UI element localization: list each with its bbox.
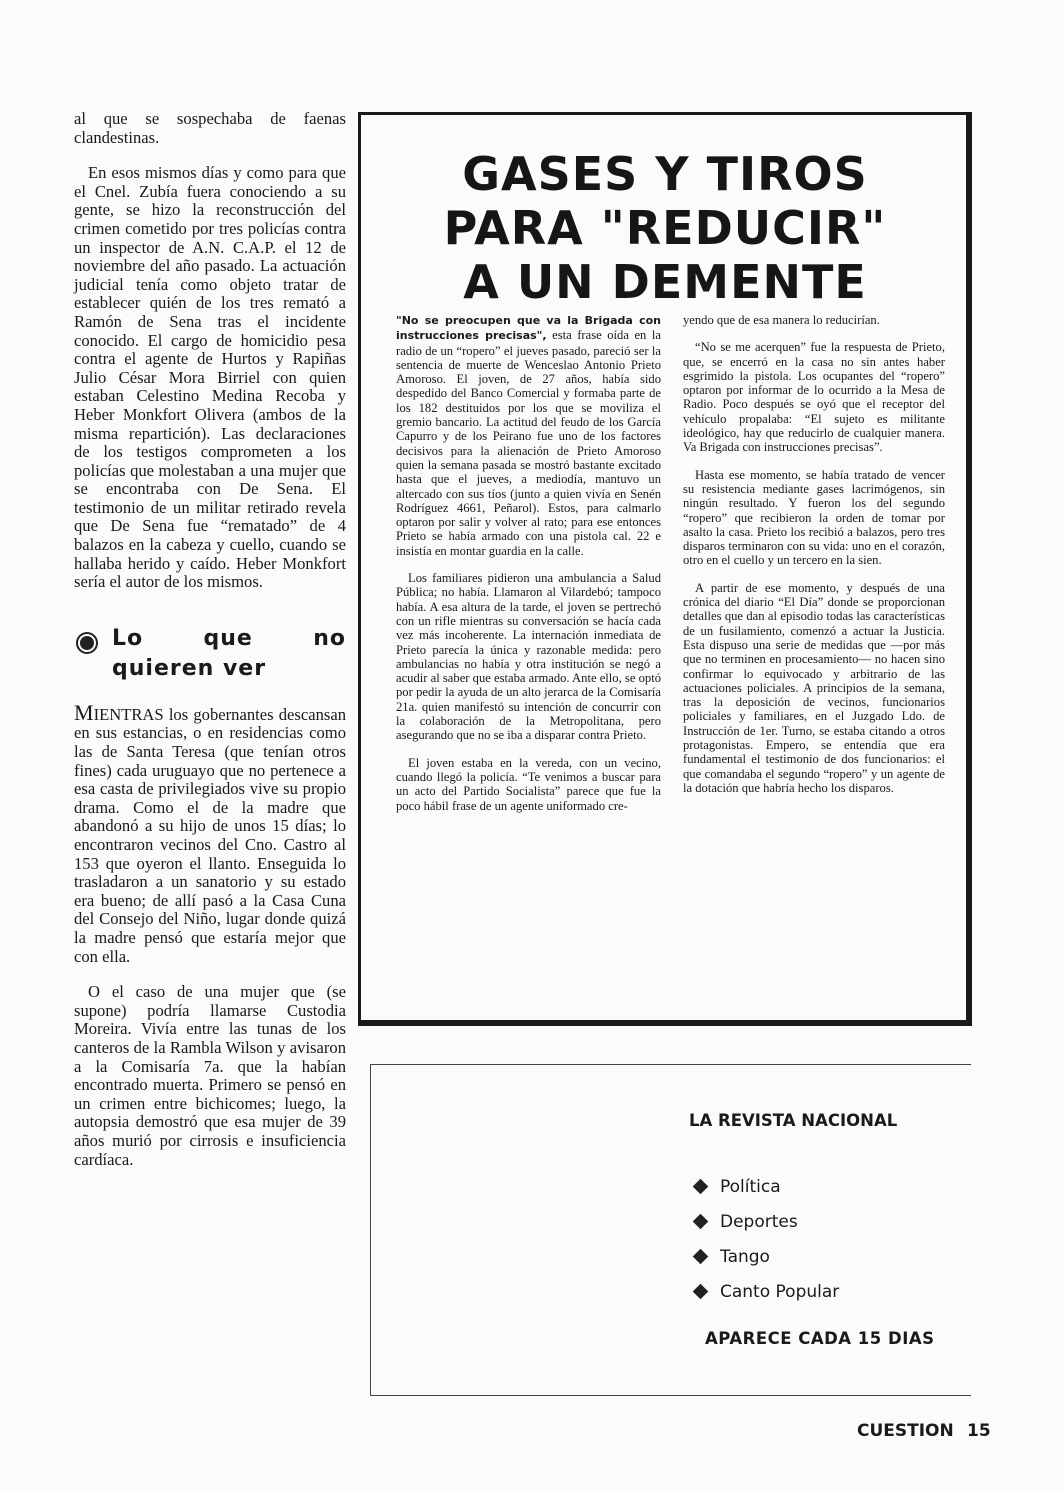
ad-footer: APARECE CADA 15 DIAS [705, 1329, 935, 1348]
ad-item-label: Política [720, 1176, 781, 1197]
diamond-bullet-icon [693, 1179, 709, 1195]
advertisement-box [370, 1064, 971, 1396]
article-lead-quote: "No se preocupen que va la Brigada con instrucciones precisas", [396, 314, 661, 343]
ad-list-item [691, 1169, 839, 1204]
headline-line-1: GASES Y TIROS [462, 147, 868, 201]
page-number: 15 [967, 1421, 991, 1441]
left-column [74, 110, 346, 1186]
left-paragraph-3-text: IENTRAS los gobernantes descansan en sus estancias, o en residencias como las de Santa Teresa (que tenían otros fines) cada uruguayo que no pertenece a esa casta de privilegiados vive su propio drama. Como el de la madre que abandonó a su hijo de unos 15 días; lo encontraron vecinos del Cno. Castro al 153 que oyeron el llanto. Enseguida lo trasladaron a un sanatorio y su estado era bueno; de allí pasó a la Casa Cuna del Consejo del Niño, lugar donde quizá la madre pensó que estaría mejor que con ella. [74, 704, 346, 966]
ad-list-item [691, 1239, 839, 1274]
article-col2-paragraph-3: Hasta ese momento, se había tratado de vencer su resistencia mediante gases lacrimógenos, sin ningún resultado. Y fueron los del segundo “ropero” que recibieron la orden de tomar por asalto la casa. Prieto los recibió a balazos, pero tres disparos terminaron con su vida: uno en el corazón, otro en el cuello y un tercero en la sien. [683, 467, 945, 568]
article-col1-paragraph-1 [396, 313, 661, 558]
article-column-1 [396, 313, 661, 826]
article-col2-paragraph-1: yendo que de esa manera lo reducirían. [683, 313, 880, 327]
diamond-bullet-icon [693, 1284, 709, 1300]
boxed-article [358, 112, 972, 1026]
ad-list-item [691, 1274, 839, 1309]
headline-line-3: A UN DEMENTE [463, 255, 867, 309]
bullet-icon [78, 634, 96, 652]
diamond-bullet-icon [693, 1249, 709, 1265]
left-paragraph-1: al que se sospechaba de faenas clandestinas. [74, 109, 346, 147]
drop-letter: M [74, 699, 94, 725]
ad-list [691, 1169, 839, 1309]
article-headline [361, 147, 969, 309]
article-column-2 [683, 313, 945, 808]
ad-list-item [691, 1204, 839, 1239]
article-col1-paragraph-3: El joven estaba en la vereda, con un vecino, cuando llegó la policía. “Te venimos a buscar para un acto del Partido Socialista” parece que fue la poco hábil frase de un agente uniformado cre- [396, 755, 661, 813]
article-col1-paragraph-1-text: esta frase oída en la radio de un “ropero” el jueves pasado, pareció ser la sentencia de muerte de Wenceslao Antonio Prieto Amoroso. El joven, de 27 años, había sido despedido del Banco Comercial y formaba parte de los 182 destituidos por los que se moviliza el gremio bancario. La actitud del feudo de los García Capurro y de los Peirano fue uno de los factores decisivos para la alienación de Prieto Amoroso quien la semana pasada se mostró bastante excitado hasta que el jueves, a mediodía, mantuvo un altercado con sus tíos (junto a quien vivía en Senén Rodríguez 4661, Peñarol). Estos, para calmarlo optaron por salir y volver al rato; para ese entonces Prieto se había armado con una pistola cal. 22 e insistía en montar guardia en la calle. [396, 328, 661, 558]
ad-item-label: Tango [720, 1246, 770, 1267]
left-paragraph-4: O el caso de una mujer que (se supone) podría llamarse Custodia Moreira. Vivía entre las tunas de los canteros de la Rambla Wilson y avisaron a la Comisaría 7a. que la habían encontrado muerta. Primero se pensó en un crimen entre bichicomes; luego, la autopsia demostró que esa mujer de 39 años murió por cirrosis e insuficiencia cardíaca. [74, 982, 346, 1169]
headline-line-2: PARA "REDUCIR" [443, 201, 887, 255]
ad-item-label: Canto Popular [720, 1281, 840, 1302]
magazine-name: CUESTION [857, 1421, 954, 1441]
article-col2-paragraph-4: A partir de ese momento, y después de una crónica del diario “El Día” donde se proporcionan detalles que dan al episodio todas las características de un fusilamiento, comenzó a actuar la Justicia. Esta dispuso una serie de medidas que —por más que no terminen en procesamiento— no hacen sino confirmar lo equivocado y arbitrario de las actuaciones policiales. A principios de la semana, tras la deposición de vecinos, funcionarios policiales y familiares, en el Juzgado Ldo. de Instrucción de 1er. Turno, se estaba citando a otros protagonistas. Empero, se entendía que era fundamental el testimonio de dos funcionarios: el que comandaba el segundo “ropero” y un agente de la dotación que habría hecho los disparos. [683, 580, 945, 795]
left-paragraph-2: En esos mismos días y como para que el Cnel. Zubía fuera conociendo a su gente, se hizo la reconstrucción del crimen cometido por tres policías contra un inspector de A.N. C.A.P. el 12 de noviembre del año pasado. La actuación judicial tenía como objeto tratar de establecer quién de los tres remató a Ramón de Sena tras el incidente conocido. El cargo de homicidio pesa contra el agente de Hurtos y Rapiñas Julio César Mora Birriel con quien estaban Celestino Medina Recoba y Heber Monkfort Olivera (ambos de la misma repartición). Las declaraciones de los testigos comprometen a los policías que molestaban a una mujer que se encontraba con De Sena. El testimonio de un militar retirado revela que De Sena fue “rematado” de 4 balazos en la cabeza y cuello, cuando se hallaba herido y caído. Heber Monkfort sería el autor de los mismos. [74, 163, 346, 592]
left-paragraph-3 [74, 699, 346, 966]
subhead [74, 624, 346, 684]
subhead-text: Lo que no quieren ver [112, 625, 346, 681]
ad-item-label: Deportes [720, 1211, 798, 1232]
article-col1-paragraph-2: Los familiares pidieron una ambulancia a Salud Pública; no había. Llamaron al Vilardebó; tampoco había. A esa altura de la tarde, el joven se pertrechó con un rifle mientras su conversación se hacía cada vez más incoherente. La internación inmediata de Prieto parecía la única y razonable medida: pero ambulancias no había y otra institución se negó a acudir al saber que estaba armado. Ante ello, se optó por pedir la ayuda de un alto jerarca de la Comisaría 21a. quien manifestó su intención de concurrir con la colaboración de la Metropolitana, pero asegurando que no se iba a disparar contra Prieto. [396, 571, 661, 743]
diamond-bullet-icon [693, 1214, 709, 1230]
article-col2-paragraph-2: “No se me acerquen” fue la respuesta de Prieto, que, se encerró en la casa no sin antes haber esgrimido la pistola. Los ocupantes del “ropero” optaron por informar de lo ocurrido a la Mesa de Radio. Poco después se oyó que el receptor del vehículo propalaba: “El sujeto es militante ideológico, hay que reducirlo de cualquier manera. Va Brigada con instrucciones precisas”. [683, 340, 945, 455]
ad-title: LA REVISTA NACIONAL [689, 1111, 898, 1130]
